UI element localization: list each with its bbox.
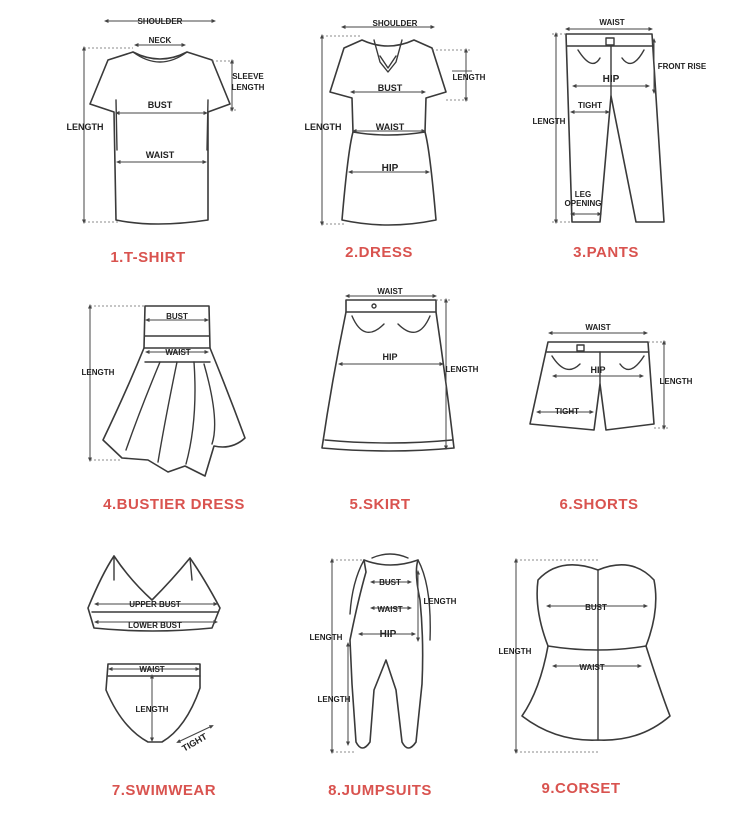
swimwear-title: 7.SWIMWEAR (111, 782, 217, 799)
dress-title: 2.DRESS (345, 244, 413, 261)
pants-tight-label: TIGHT (578, 101, 602, 110)
corset-bust-label: BUST (585, 603, 607, 612)
swimwear-tight-label: TIGHT (180, 731, 209, 754)
swimwear-waist-label: WAIST (139, 665, 165, 674)
skirt-hip-label: HIP (382, 352, 398, 362)
tshirt-diagram (67, 17, 265, 266)
jumpsuit-diagram (310, 554, 457, 799)
tshirt-shoulder-label: SHOULDER (137, 17, 183, 26)
bustier-title: 4.BUSTIER DRESS (103, 496, 245, 513)
pants-hip-label: HIP (602, 74, 620, 85)
dress-diagram (305, 19, 486, 261)
swimwear-diagram (88, 556, 220, 799)
corset-diagram (499, 560, 670, 797)
shorts-hip-label: HIP (590, 365, 606, 375)
bustier-bust-label: BUST (166, 312, 188, 321)
corset-length-label: LENGTH (498, 647, 532, 656)
dress-length-label: LENGTH (304, 122, 342, 132)
jumpsuit-length-leg-label: LENGTH (317, 695, 351, 704)
pants-leg-label: LEG (574, 190, 592, 199)
dress-bust-label: BUST (377, 83, 403, 93)
pants-waist-label: WAIST (599, 18, 625, 27)
dress-hip-label: HIP (381, 163, 399, 174)
jumpsuit-title: 8.JUMPSUITS (328, 782, 432, 799)
jumpsuit-length-top-label: LENGTH (423, 597, 457, 606)
skirt-waist-label: WAIST (377, 287, 403, 296)
tshirt-title: 1.T-SHIRT (110, 249, 186, 266)
shorts-title: 6.SHORTS (559, 496, 639, 513)
swimwear-lower-bust-label: LOWER BUST (128, 621, 182, 630)
shorts-diagram (530, 323, 693, 513)
shorts-tight-label: TIGHT (555, 407, 579, 416)
tshirt-sleeve-label: SLEEVE (232, 72, 264, 81)
tshirt-waist-label: WAIST (145, 150, 175, 160)
pants-diagram (533, 18, 707, 261)
pants-length-label: LENGTH (532, 117, 566, 126)
tshirt-bust-label: BUST (147, 100, 173, 110)
corset-title: 9.CORSET (541, 780, 621, 797)
pants-leg-opening-label: OPENING (564, 199, 602, 208)
pants-front-rise-label: FRONT RISE (657, 62, 707, 71)
skirt-diagram (322, 287, 479, 513)
corset-waist-label: WAIST (579, 663, 605, 672)
jumpsuit-waist-label: WAIST (377, 605, 403, 614)
dress-sleeve-length-label: LENGTH (452, 73, 486, 82)
skirt-title: 5.SKIRT (349, 496, 411, 513)
tshirt-sleeve-length-label: LENGTH (231, 83, 265, 92)
jumpsuit-bust-label: BUST (379, 578, 401, 587)
pants-title: 3.PANTS (573, 244, 639, 261)
dress-shoulder-label: SHOULDER (372, 19, 418, 28)
tshirt-neck-label: NECK (148, 36, 172, 45)
jumpsuit-hip-label: HIP (379, 629, 397, 640)
tshirt-length-label: LENGTH (66, 122, 104, 132)
bustier-dress-diagram (82, 306, 245, 513)
swimwear-length-label: LENGTH (135, 705, 169, 714)
shorts-waist-label: WAIST (585, 323, 611, 332)
jumpsuit-length-side-label: LENGTH (309, 633, 343, 642)
bustier-length-label: LENGTH (81, 368, 115, 377)
swimwear-upper-bust-label: UPPER BUST (129, 600, 181, 609)
bustier-waist-label: WAIST (165, 348, 191, 357)
dress-waist-label: WAIST (375, 122, 405, 132)
shorts-length-label: LENGTH (659, 377, 693, 386)
skirt-length-label: LENGTH (445, 365, 479, 374)
